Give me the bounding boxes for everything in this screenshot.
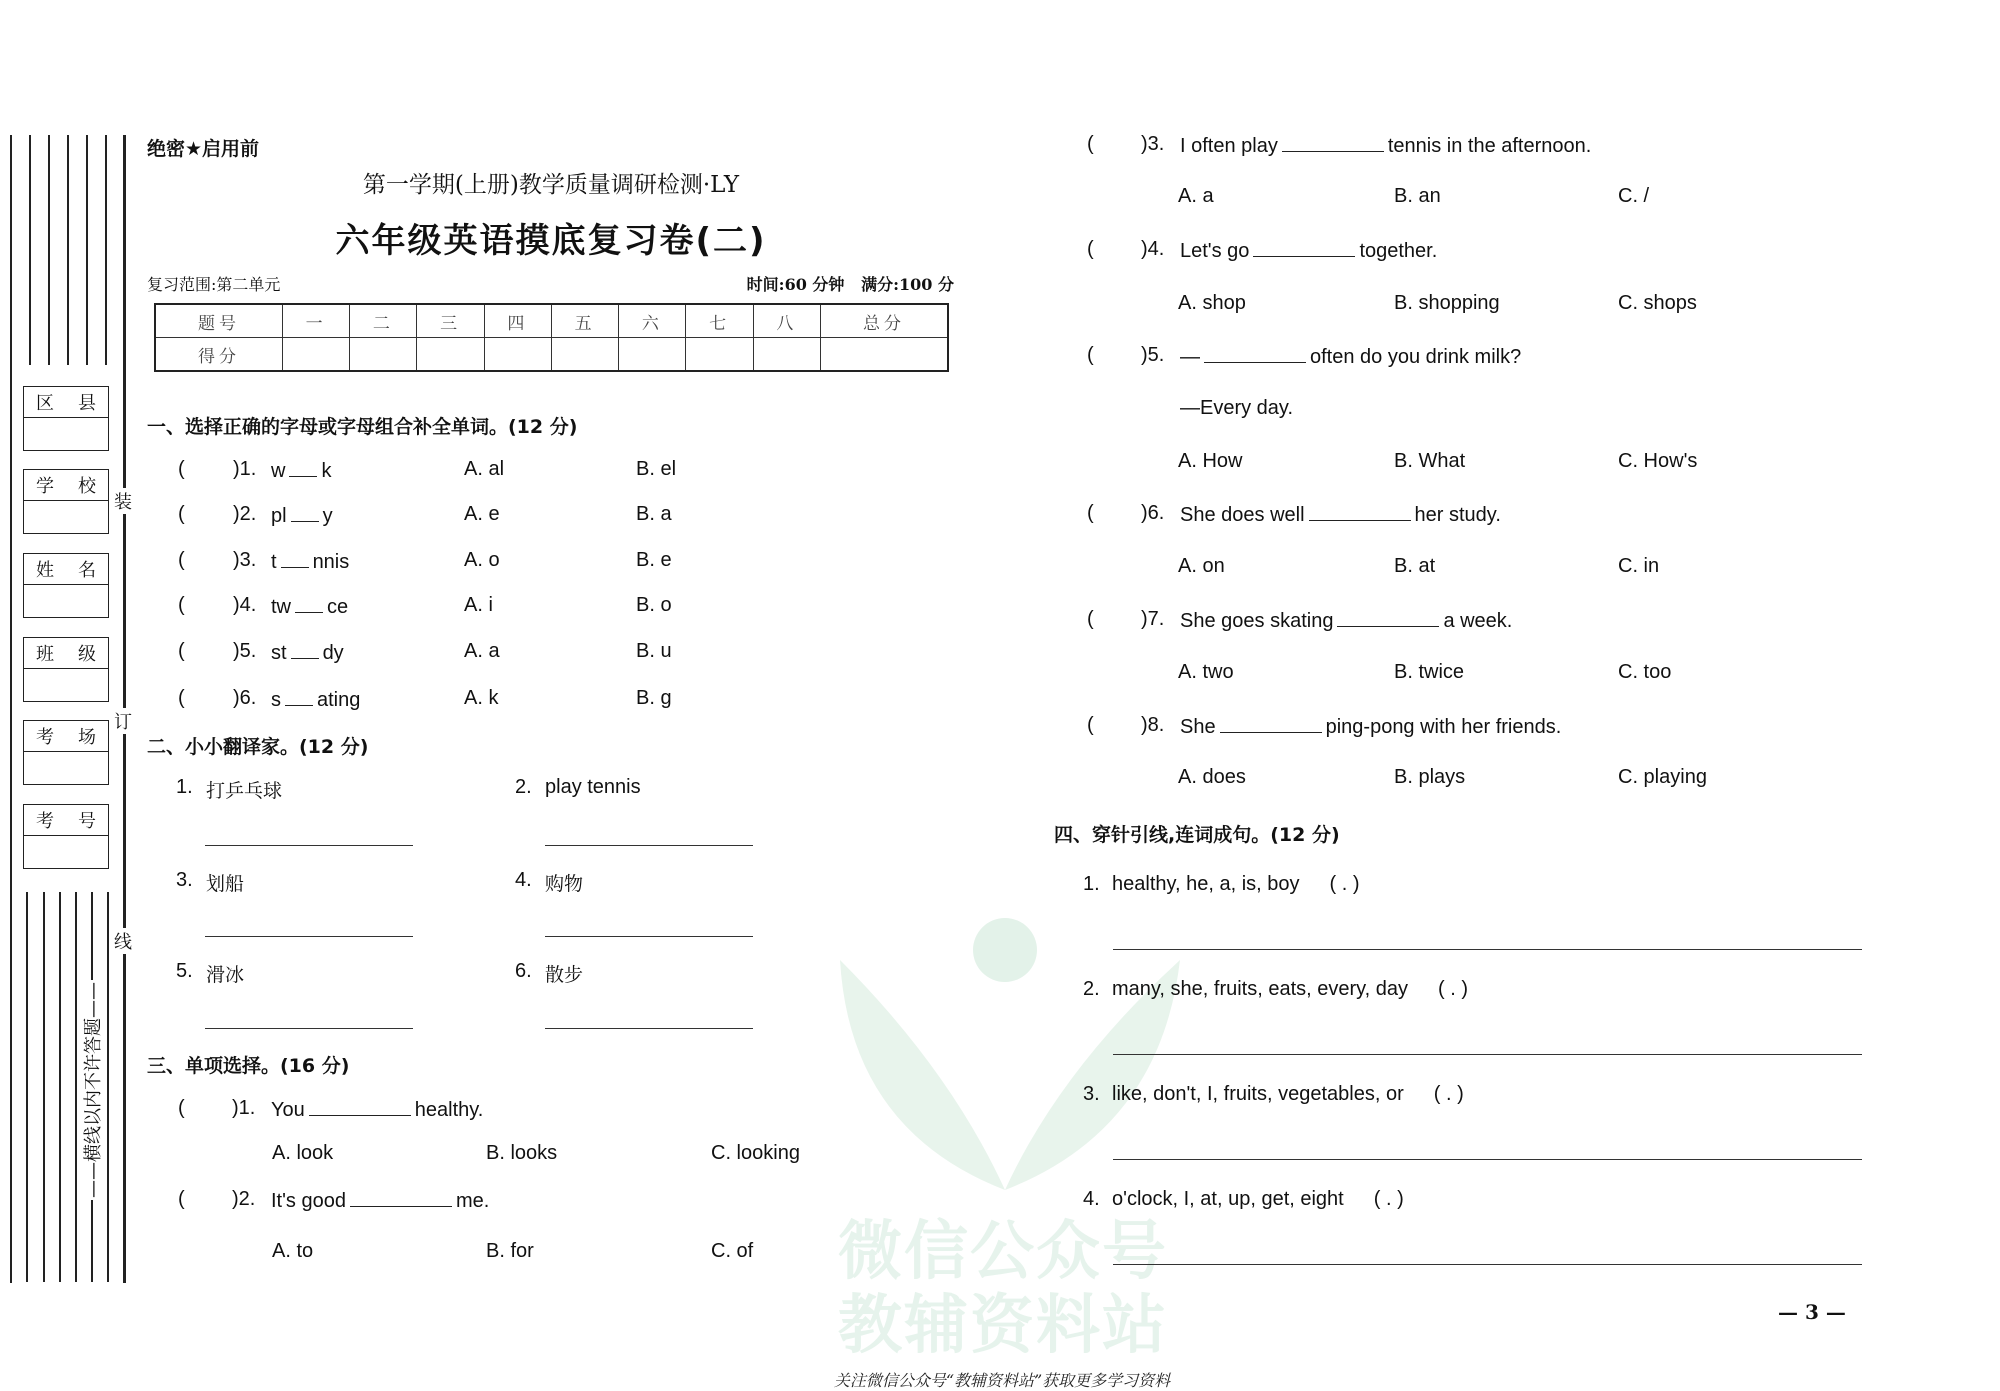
option-c: C. looking xyxy=(711,1142,800,1164)
option-a: A. to xyxy=(272,1240,314,1262)
info-label-char: 名 xyxy=(78,560,96,581)
watermark-line1: 微信公众号 xyxy=(838,1215,1168,1289)
option-a: A. a xyxy=(464,640,500,662)
score-header-cell: 五 xyxy=(551,304,618,338)
option-b: B. g xyxy=(636,687,672,709)
option-a: A. How xyxy=(1178,450,1243,472)
score-cell[interactable] xyxy=(350,338,417,372)
translation-answer-line[interactable] xyxy=(545,845,753,846)
scrambled-sentence xyxy=(1112,1083,1464,1106)
option-c: C. playing xyxy=(1618,766,1707,788)
option-b: B. What xyxy=(1394,450,1466,472)
word-prefix: w xyxy=(271,460,286,482)
info-box-0 xyxy=(23,386,109,451)
binding-mark: 订 xyxy=(114,708,132,734)
score-cell[interactable] xyxy=(417,338,484,372)
answer-blank[interactable] xyxy=(1204,344,1306,363)
info-label-char: 级 xyxy=(78,644,96,665)
answer-paren: ( xyxy=(1087,608,1094,630)
score-header-cell: 一 xyxy=(282,304,349,338)
question-number: )4. xyxy=(1141,238,1165,260)
scrambled-words: like, don't, I, fruits, vegetables, or xyxy=(1112,1083,1404,1105)
stem-after: tennis in the afternoon. xyxy=(1387,135,1592,157)
stem-before: Let's go xyxy=(1180,240,1250,262)
question-number: )6. xyxy=(233,687,257,709)
info-box-input[interactable] xyxy=(24,501,108,534)
word-prefix: tw xyxy=(271,596,291,618)
translation-prompt: play tennis xyxy=(545,776,641,798)
answer-paren: ( xyxy=(178,549,185,571)
item-number: 5. xyxy=(176,960,193,982)
scrambled-words: healthy, he, a, is, boy xyxy=(1112,873,1300,895)
question-number: )1. xyxy=(232,1097,256,1119)
question-stem xyxy=(1180,714,1561,739)
sentence-answer-line[interactable] xyxy=(1113,1159,1862,1160)
letter-blank[interactable] xyxy=(285,687,313,706)
score-cell[interactable] xyxy=(484,338,551,372)
watermark-leaf-logo xyxy=(830,900,1190,1200)
option-b: B. plays xyxy=(1394,766,1466,788)
score-cell[interactable] xyxy=(282,338,349,372)
question-stem xyxy=(1180,344,1521,369)
answer-blank[interactable] xyxy=(1309,502,1411,521)
item-number: 6. xyxy=(515,960,532,982)
punctuation-hint: ( . ) xyxy=(1433,1083,1464,1105)
translation-answer-line[interactable] xyxy=(205,845,413,846)
answer-paren: ( xyxy=(178,503,185,525)
question-number: )2. xyxy=(233,503,257,525)
option-c: C. too xyxy=(1618,661,1672,683)
word-suffix: ce xyxy=(327,596,349,618)
option-b: B. e xyxy=(636,549,672,571)
translation-answer-line[interactable] xyxy=(545,936,753,937)
option-b: B. a xyxy=(636,503,672,525)
answer-paren: ( xyxy=(1087,344,1094,366)
info-label-char: 校 xyxy=(78,476,96,497)
stem-after: me. xyxy=(455,1190,490,1212)
translation-prompt: 划船 xyxy=(206,873,245,895)
scrambled-sentence xyxy=(1112,873,1360,896)
page-title: 六年级英语摸底复习卷(二) xyxy=(335,221,767,261)
question-stem xyxy=(271,1097,483,1122)
word-suffix: k xyxy=(321,460,332,482)
info-box-label xyxy=(24,554,108,585)
info-label-char: 学 xyxy=(36,476,54,497)
word-prefix: s xyxy=(271,689,281,711)
sentence-answer-line[interactable] xyxy=(1113,949,1862,950)
stem-after: together. xyxy=(1359,240,1438,262)
option-a: A. i xyxy=(464,594,493,616)
letter-blank[interactable] xyxy=(281,549,309,568)
score-cell[interactable] xyxy=(619,338,686,372)
info-box-3 xyxy=(23,637,109,702)
answer-paren: ( xyxy=(178,1097,185,1119)
question-number: )3. xyxy=(1141,133,1165,155)
item-number: 2. xyxy=(515,776,532,798)
letter-blank[interactable] xyxy=(291,503,319,522)
info-box-4 xyxy=(23,720,109,785)
punctuation-hint: ( . ) xyxy=(1438,978,1469,1000)
answer-paren: ( xyxy=(178,640,185,662)
info-box-input[interactable] xyxy=(24,669,108,702)
scrambled-sentence xyxy=(1112,978,1468,1001)
info-box-label xyxy=(24,470,108,501)
stem-before: She xyxy=(1180,716,1216,738)
info-box-input[interactable] xyxy=(24,752,108,785)
option-a: A. look xyxy=(272,1142,334,1164)
item-number: 1. xyxy=(176,776,193,798)
answer-blank[interactable] xyxy=(1282,133,1384,152)
question-stem xyxy=(271,1188,489,1213)
info-label-char: 班 xyxy=(36,644,54,665)
sentence-answer-line[interactable] xyxy=(1113,1264,1862,1265)
section-3-heading: 三、单项选择。(16 分) xyxy=(147,1055,350,1077)
option-a: A. al xyxy=(464,458,505,480)
binding-note: ——横线以内不许答题—— xyxy=(79,980,105,1200)
question-number: )2. xyxy=(232,1188,256,1210)
score-header-cell: 总分 xyxy=(820,304,948,338)
word-prefix: st xyxy=(271,642,287,664)
score-header-cell: 三 xyxy=(417,304,484,338)
answer-paren: ( xyxy=(1087,502,1094,524)
option-b: B. u xyxy=(636,640,672,662)
question-number: )5. xyxy=(233,640,257,662)
option-c: C. / xyxy=(1618,185,1650,207)
info-box-label xyxy=(24,638,108,669)
question-stem xyxy=(1180,502,1501,527)
info-label-char: 号 xyxy=(78,811,96,832)
scrambled-words: many, she, fruits, eats, every, day xyxy=(1112,978,1409,1000)
exam-subtitle: 第一学期(上册)教学质量调研检测·LY xyxy=(362,172,740,198)
binding-mark: 线 xyxy=(114,928,132,954)
answer-paren: ( xyxy=(178,1188,185,1210)
watermark-line2: 教辅资料站 xyxy=(838,1289,1168,1363)
score-row-label: 得分 xyxy=(155,338,282,372)
stem-before: She goes skating xyxy=(1180,610,1334,632)
info-box-input[interactable] xyxy=(24,418,108,451)
sentence-answer-line[interactable] xyxy=(1113,1054,1862,1055)
option-c: C. How's xyxy=(1618,450,1698,472)
item-number: 4. xyxy=(1083,1188,1100,1210)
answer-paren: ( xyxy=(178,687,185,709)
option-b: B. at xyxy=(1394,555,1436,577)
option-c: C. in xyxy=(1618,555,1660,577)
info-box-5 xyxy=(23,804,109,869)
question-number: )8. xyxy=(1141,714,1165,736)
option-a: A. shop xyxy=(1178,292,1246,314)
info-label-char: 县 xyxy=(78,393,96,414)
option-b: B. looks xyxy=(486,1142,558,1164)
word-with-blank xyxy=(271,640,344,665)
option-a: A. k xyxy=(464,687,499,709)
item-number: 3. xyxy=(1083,1083,1100,1105)
stem-after: her study. xyxy=(1414,504,1501,526)
letter-blank[interactable] xyxy=(291,640,319,659)
answer-paren: ( xyxy=(1087,133,1094,155)
score-table xyxy=(154,303,949,372)
option-c: C. shops xyxy=(1618,292,1697,314)
info-box-input[interactable] xyxy=(24,585,108,618)
question-number: )4. xyxy=(233,594,257,616)
review-scope: 复习范围:第二单元 xyxy=(147,275,281,294)
word-prefix: t xyxy=(271,551,277,573)
question-stem xyxy=(1180,238,1437,263)
option-b: B. o xyxy=(636,594,672,616)
answer-paren: ( xyxy=(178,594,185,616)
word-with-blank xyxy=(271,503,333,528)
translation-answer-line[interactable] xyxy=(205,1028,413,1029)
section-2-heading: 二、小小翻译家。(12 分) xyxy=(147,736,369,758)
translation-answer-line[interactable] xyxy=(545,1028,753,1029)
info-label-char: 场 xyxy=(78,727,96,748)
word-suffix: nnis xyxy=(312,551,350,573)
option-a: A. two xyxy=(1178,661,1234,683)
option-c: C. of xyxy=(711,1240,754,1262)
punctuation-hint: ( . ) xyxy=(1373,1188,1404,1210)
question-number: )5. xyxy=(1141,344,1165,366)
word-with-blank xyxy=(271,687,360,712)
option-b: B. for xyxy=(486,1240,534,1262)
score-header-cell: 二 xyxy=(350,304,417,338)
question-number: )1. xyxy=(233,458,257,480)
word-with-blank xyxy=(271,594,348,619)
letter-blank[interactable] xyxy=(295,594,323,613)
option-b: B. el xyxy=(636,458,677,480)
punctuation-hint: ( . ) xyxy=(1329,873,1360,895)
score-header-cell: 四 xyxy=(484,304,551,338)
translation-prompt: 打乒乓球 xyxy=(206,780,283,802)
info-box-label xyxy=(24,805,108,836)
info-label-char: 考 xyxy=(36,727,54,748)
letter-blank[interactable] xyxy=(289,458,317,477)
answer-paren: ( xyxy=(1087,714,1094,736)
section-4-heading: 四、穿针引线,连词成句。(12 分) xyxy=(1054,824,1340,846)
stem-after: healthy. xyxy=(414,1099,484,1121)
question-stem xyxy=(1180,133,1591,158)
option-b: B. shopping xyxy=(1394,292,1500,314)
word-suffix: ating xyxy=(317,689,361,711)
option-a: A. e xyxy=(464,503,500,525)
translation-prompt: 购物 xyxy=(545,873,584,895)
info-label-char: 考 xyxy=(36,811,54,832)
info-label-char: 区 xyxy=(36,393,54,414)
answer-blank[interactable] xyxy=(309,1097,411,1116)
stem-after: often do you drink milk? xyxy=(1310,346,1522,368)
item-number: 1. xyxy=(1083,873,1100,895)
score-header-cell: 七 xyxy=(686,304,753,338)
score-header-cell: 八 xyxy=(753,304,820,338)
question-number: )7. xyxy=(1141,608,1165,630)
answer-paren: ( xyxy=(1087,238,1094,260)
stem-before: I often play xyxy=(1180,135,1278,157)
score-header-cell: 题号 xyxy=(155,304,282,338)
word-suffix: y xyxy=(322,505,333,527)
word-suffix: dy xyxy=(322,642,344,664)
footer-note: 关注微信公众号“教辅资料站”获取更多学习资料 xyxy=(833,1371,1171,1390)
score-cell[interactable] xyxy=(753,338,820,372)
question-number: )3. xyxy=(233,549,257,571)
answer-blank[interactable] xyxy=(1253,238,1355,257)
info-box-label xyxy=(24,721,108,752)
section-1-heading: 一、选择正确的字母或字母组合补全单词。(12 分) xyxy=(147,416,578,438)
stem-before: — xyxy=(1180,346,1200,368)
answer-paren: ( xyxy=(178,458,185,480)
option-a: A. a xyxy=(1178,185,1214,207)
item-number: 2. xyxy=(1083,978,1100,1000)
stem-after: a week. xyxy=(1443,610,1513,632)
score-cell[interactable] xyxy=(551,338,618,372)
answer-blank[interactable] xyxy=(350,1188,452,1207)
scrambled-words: o'clock, I, at, up, get, eight xyxy=(1112,1188,1344,1210)
page-number: — 3 — xyxy=(1778,1300,1846,1324)
answer-blank[interactable] xyxy=(1337,608,1439,627)
time-and-score: 时间:60 分钟 满分:100 分 xyxy=(746,275,954,294)
stem-before: You xyxy=(271,1099,305,1121)
binding-mark: 装 xyxy=(114,488,132,514)
info-label-char: 姓 xyxy=(36,560,54,581)
option-a: A. does xyxy=(1178,766,1246,788)
info-box-1 xyxy=(23,469,109,534)
question-stem xyxy=(1180,608,1512,633)
translation-prompt: 散步 xyxy=(545,964,584,986)
info-box-input[interactable] xyxy=(24,836,108,869)
confidential-label: 绝密★启用前 xyxy=(147,138,260,160)
option-a: A. on xyxy=(1178,555,1225,577)
answer-blank[interactable] xyxy=(1220,714,1322,733)
stem-before: It's good xyxy=(271,1190,346,1212)
info-box-label xyxy=(24,387,108,418)
stem-after: ping-pong with her friends. xyxy=(1325,716,1562,738)
scrambled-sentence xyxy=(1112,1188,1404,1211)
score-header-cell: 六 xyxy=(619,304,686,338)
option-a: A. o xyxy=(464,549,500,571)
info-box-2 xyxy=(23,553,109,618)
question-number: )6. xyxy=(1141,502,1165,524)
word-with-blank xyxy=(271,549,349,574)
word-prefix: pl xyxy=(271,505,287,527)
option-b: B. twice xyxy=(1394,661,1465,683)
score-cell[interactable] xyxy=(686,338,753,372)
item-number: 4. xyxy=(515,869,532,891)
dialogue-reply: —Every day. xyxy=(1180,397,1293,419)
stem-before: She does well xyxy=(1180,504,1305,526)
option-b: B. an xyxy=(1394,185,1441,207)
item-number: 3. xyxy=(176,869,193,891)
translation-answer-line[interactable] xyxy=(205,936,413,937)
translation-prompt: 滑冰 xyxy=(206,964,245,986)
word-with-blank xyxy=(271,458,331,483)
score-cell[interactable] xyxy=(820,338,948,372)
